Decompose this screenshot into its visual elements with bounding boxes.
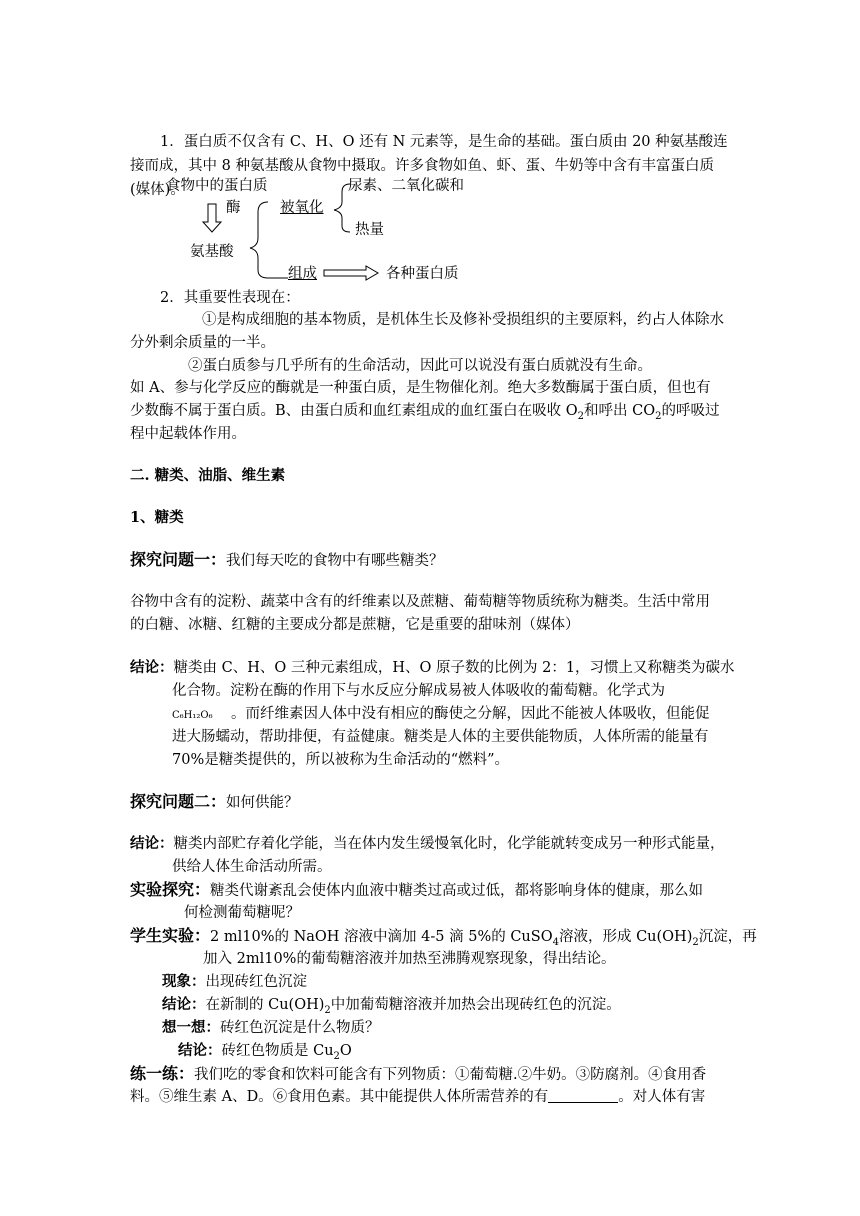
- practice: 练一练：我们吃的零食和饮料可能含有下列物质：①葡萄糖.②牛奶。③防腐剂。④食用香: [130, 1064, 707, 1083]
- student-experiment: 学生实验：2 ml10%的 NaOH 溶液中滴加 4-5 滴 5%的 CuSO$_4$溶液，形成 $Cu(OH)_2$沉淀，再: [130, 926, 757, 948]
- paragraph-line: 70%是糖类提供的，所以被称为生命活动的“燃料”。: [172, 752, 510, 768]
- diagram-compose: 组成: [288, 266, 317, 282]
- phenomenon: 现象：出现砖红色沉淀: [162, 973, 307, 990]
- conclusion-2: 结论：糖类内部贮存着化学能，当在体内发生缓慢氧化时，化学能就转变成另一种形式能量，: [130, 835, 725, 852]
- answer-blank[interactable]: [548, 1088, 618, 1103]
- right-arrow-icon: [324, 266, 378, 280]
- question-1: 探究问题一：我们每天吃的食物中有哪些糖类？: [130, 550, 444, 569]
- paragraph-line: 供给人体生命活动所需。: [172, 859, 332, 875]
- paragraph-line: C₆H₁₂O₆ 。而纤维素因人体中没有相应的酶使之分解，因此不能被人体吸收，但能促: [172, 706, 710, 722]
- paragraph-line: 进大肠蠕动，帮助排便，有益健康。糖类是人体的主要供能物质，人体所需的能量有: [172, 729, 709, 745]
- conclusion-1: 结论：糖类由 C、H、O 三种元素组成，H、O 原子数的比例为 2：1，习惯上又称糖类为碳水: [130, 659, 735, 676]
- paragraph-line: 谷物中含有的淀粉、蔬菜中含有的纤维素以及蔗糖、葡萄糖等物质统称为糖类。生活中常用: [130, 594, 710, 610]
- think-question: 想一想：砖红色沉淀是什么物质？: [162, 1019, 380, 1036]
- paragraph-line: (媒体)。: [130, 182, 185, 198]
- paragraph-line: 1．蛋白质不仅含有 C、H、O 还有 N 元素等，是生命的基础。蛋白质由 20 种氨基酸连: [160, 134, 728, 150]
- heading-sugar: 1、糖类: [130, 509, 184, 526]
- paragraph-line: 程中起载体作用。: [130, 426, 246, 442]
- paragraph-line: 何检测葡萄糖呢？: [184, 905, 300, 921]
- diagram-food-protein: 食物中的蛋白质: [166, 178, 268, 194]
- diagram-oxidized: 被氧化: [280, 200, 324, 216]
- paragraph-line: 接而成，其中 8 种氨基酸从食物中摄取。许多食物如鱼、虾、蛋、牛奶等中含有丰富蛋白质: [130, 158, 714, 174]
- diagram-proteins: 各种蛋白质: [386, 266, 459, 282]
- right-brace-icon: [334, 184, 350, 232]
- paragraph-line: 少数酶不属于蛋白质。B、由蛋白质和血红素组成的血红蛋白在吸收 $O_2$和呼出 $CO_2$的呼吸过: [130, 403, 720, 422]
- diagram-products: 尿素、二氧化碳和: [348, 178, 464, 194]
- conclusion-3: 结论：在新制的 $Cu(OH)_2$中加葡萄糖溶液并加热会出现砖红色的沉淀。: [162, 996, 621, 1016]
- paragraph-line: 的白糖、冰糖、红糖的主要成分都是蔗糖，它是重要的甜味剂（媒体）: [130, 617, 580, 633]
- diagram-heat: 热量: [355, 222, 384, 238]
- question-2: 探究问题二：如何供能？: [130, 792, 299, 811]
- experiment-inquiry: 实验探究：糖类代谢紊乱会使体内血液中糖类过高或过低，都将影响身体的健康，那么如: [130, 880, 704, 899]
- paragraph-line: 加入 2ml10%的葡萄糖溶液并加热至沸腾观察现象，得出结论。: [203, 951, 616, 967]
- paragraph-line: ①是构成细胞的基本物质，是机体生长及修补受损组织的主要原料，约占人体除水: [202, 312, 724, 328]
- conclusion-4: 结论：砖红色物质是 $Cu_2O$: [178, 1042, 352, 1062]
- paragraph-line: 分外剩余质量的一半。: [130, 335, 275, 351]
- paragraph-line: ②蛋白质参与几乎所有的生命活动，因此可以说没有蛋白质就没有生命。: [188, 358, 652, 374]
- left-brace-icon: [250, 202, 268, 278]
- diagram-enzyme: 酶: [226, 200, 241, 216]
- heading-section-2: 二. 糖类、油脂、维生素: [130, 467, 286, 484]
- paragraph-line: 料。⑤维生素 A、D。⑥食用色素。其中能提供人体所需营养的有 。对人体有害: [130, 1089, 706, 1105]
- section-title: 2．其重要性表现在：: [160, 290, 300, 306]
- diagram-amino-acid: 氨基酸: [190, 244, 234, 260]
- paragraph-line: 如 A、参与化学反应的酶就是一种蛋白质，是生物催化剂。绝大多数酶属于蛋白质，但也有: [130, 380, 711, 396]
- down-arrow-icon: [203, 204, 221, 232]
- paragraph-line: 化合物。淀粉在酶的作用下与水反应分解成易被人体吸收的葡萄糖。化学式为: [172, 683, 665, 699]
